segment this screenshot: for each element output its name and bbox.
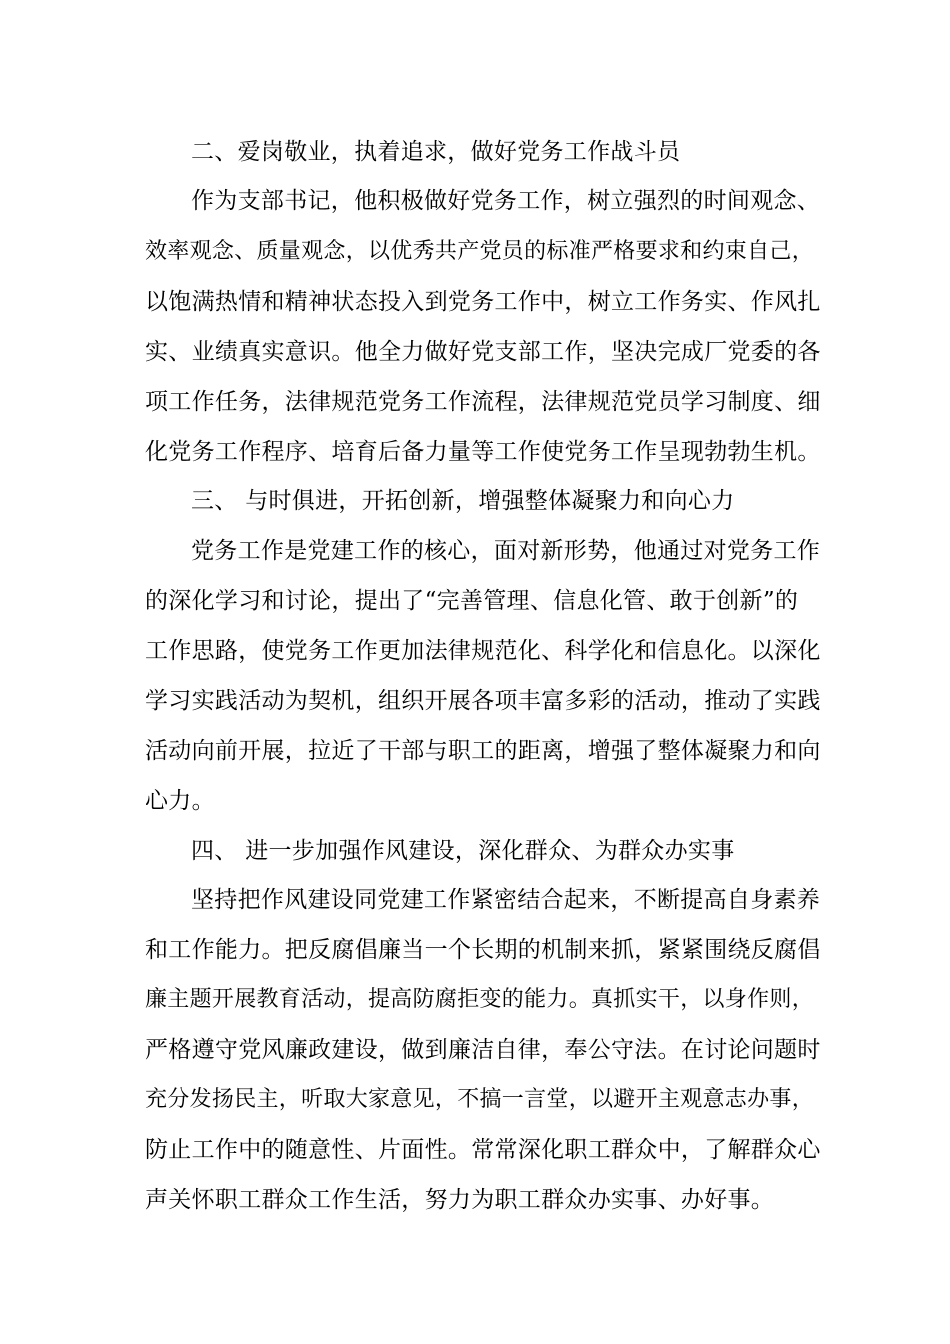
paragraph-line: 充分发扬民主，听取大家意见，不搞一言堂，以避开主观意志办事，: [145, 1087, 815, 1112]
paragraph-line: 作为支部书记，他积极做好党务工作，树立强烈的时间观念、: [191, 188, 821, 214]
paragraph-line: 以饱满热情和精神状态投入到党务工作中，树立工作务实、作风扎: [145, 289, 821, 315]
heading-section-2: 二、爱岗敬业，执着追求，做好党务工作战斗员: [191, 139, 681, 165]
paragraph-line: 的深化学习和讨论，提出了“完善管理、信息化管、敢于创新”的: [145, 588, 799, 614]
paragraph-line: 学习实践活动为契机，组织开展各项丰富多彩的活动，推动了实践: [145, 688, 821, 714]
paragraph-line: 防止工作中的随意性、片面性。常常深化职工群众中，了解群众心: [145, 1137, 821, 1163]
paragraph-line: 工作思路，使党务工作更加法律规范化、科学化和信息化。以深化: [145, 638, 821, 664]
paragraph-line: 效率观念、质量观念，以优秀共产党员的标准严格要求和约束自己，: [145, 239, 815, 264]
paragraph-line: 坚持把作风建设同党建工作紧密结合起来，不断提高自身素养: [191, 887, 821, 913]
paragraph-line: 廉主题开展教育活动，提高防腐拒变的能力。真抓实干，以身作则，: [145, 987, 815, 1012]
paragraph-line: 和工作能力。把反腐倡廉当一个长期的机制来抓，紧紧围绕反腐倡: [145, 937, 821, 963]
paragraph-line: 心力。: [145, 788, 215, 814]
paragraph-line: 严格遵守党风廉政建设，做到廉洁自律，奉公守法。在讨论问题时: [145, 1037, 821, 1063]
heading-section-3: 三、 与时俱进，开拓创新，增强整体凝聚力和向心力: [191, 488, 735, 514]
heading-section-4: 四、 进一步加强作风建设，深化群众、为群众办实事: [191, 838, 735, 864]
paragraph-line: 活动向前开展，拉近了干部与职工的距离，增强了整体凝聚力和向: [145, 738, 821, 764]
paragraph-line: 实、业绩真实意识。他全力做好党支部工作，坚决完成厂党委的各: [145, 339, 821, 365]
paragraph-line: 党务工作是党建工作的核心，面对新形势，他通过对党务工作: [191, 538, 821, 564]
paragraph-line: 声关怀职工群众工作生活，努力为职工群众办实事、办好事。: [145, 1187, 775, 1213]
paragraph-line: 化党务工作程序、培育后备力量等工作使党务工作呈现勃勃生机。: [145, 439, 821, 465]
paragraph-line: 项工作任务，法律规范党务工作流程，法律规范党员学习制度、细: [145, 389, 821, 415]
